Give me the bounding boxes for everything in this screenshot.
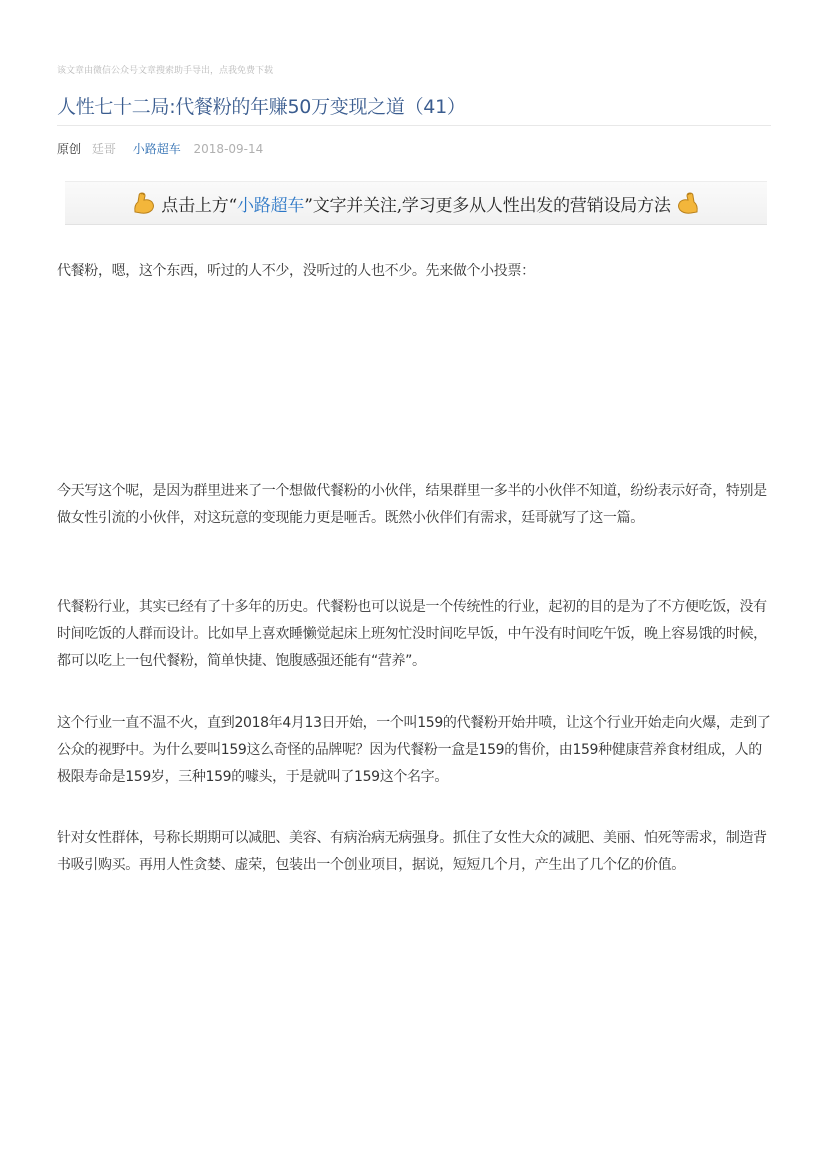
- banner-text: [161, 191, 670, 216]
- banner-suffix: ”文字并关注,学习更多从人性出发的营销设局方法: [304, 195, 671, 216]
- paragraph-target-women: 针对女性群体，号称长期期可以减肥、美容、有病治病无病强身。抓住了女性大众的减肥、美丽、怕死等需求，制造背书吸引购买。再用人性贪婪、虚荣，包装出一个创业项目，据说，短短几个月，产生出了几个亿的价值。: [57, 830, 767, 873]
- paragraph-reason: 今天写这个呢，是因为群里进来了一个想做代餐粉的小伙伴，结果群里一多半的小伙伴不知道，纷纷表示好奇，特别是做女性引流的小伙伴，对这玩意的变现能力更是咂舌。既然小伙伴们有需求，廷哥就写了这一篇。: [57, 483, 767, 526]
- original-label: 原创: [57, 142, 82, 156]
- flexed-arm-icon: [131, 190, 157, 216]
- publish-date: 2018-09-14: [193, 142, 264, 156]
- account-link[interactable]: 小路超车: [132, 142, 181, 156]
- paragraph-159-brand: 这个行业一直不温不火，直到2018年4月13日开始，一个叫159的代餐粉开始井喷，让这个行业开始走向火爆，走到了公众的视野中。为什么要叫159这么奇怪的品牌呢？因为代餐粉一盒是159的售价，由159种健康营养食材组成，人的极限寿命是159岁，三种159的噱头，于是就叫了159这个名字。: [57, 715, 771, 785]
- banner-prefix: 点击上方“: [161, 195, 237, 216]
- paragraph-intro: 代餐粉，嗯，这个东西，听过的人不少，没听过的人也不少。先来做个小投票：: [57, 263, 535, 279]
- export-note-link[interactable]: 该文章由微信公众号文章搜索助手导出，点我免费下载: [57, 66, 274, 76]
- article-meta: [57, 140, 270, 157]
- paragraph-history: 代餐粉行业，其实已经有了十多年的历史。代餐粉也可以说是一个传统性的行业，起初的目的是为了不方便吃饭，没有时间吃饭的人群而设计。比如早上喜欢睡懒觉起床上班匆忙没时间吃早饭，中午没有时间吃午饭，晚上容易饿的时候，都可以吃上一包代餐粉，简单快捷、饱腹感强还能有“营养”。: [57, 599, 767, 669]
- article-title: 人性七十二局:代餐粉的年赚50万变现之道（41）: [57, 96, 466, 118]
- vote-placeholder: [57, 300, 771, 460]
- title-divider: [57, 125, 771, 126]
- flexed-arm-icon: [675, 190, 701, 216]
- author-name: 廷哥: [91, 142, 116, 156]
- follow-banner: [65, 181, 767, 225]
- banner-account-link[interactable]: 小路超车: [237, 195, 305, 216]
